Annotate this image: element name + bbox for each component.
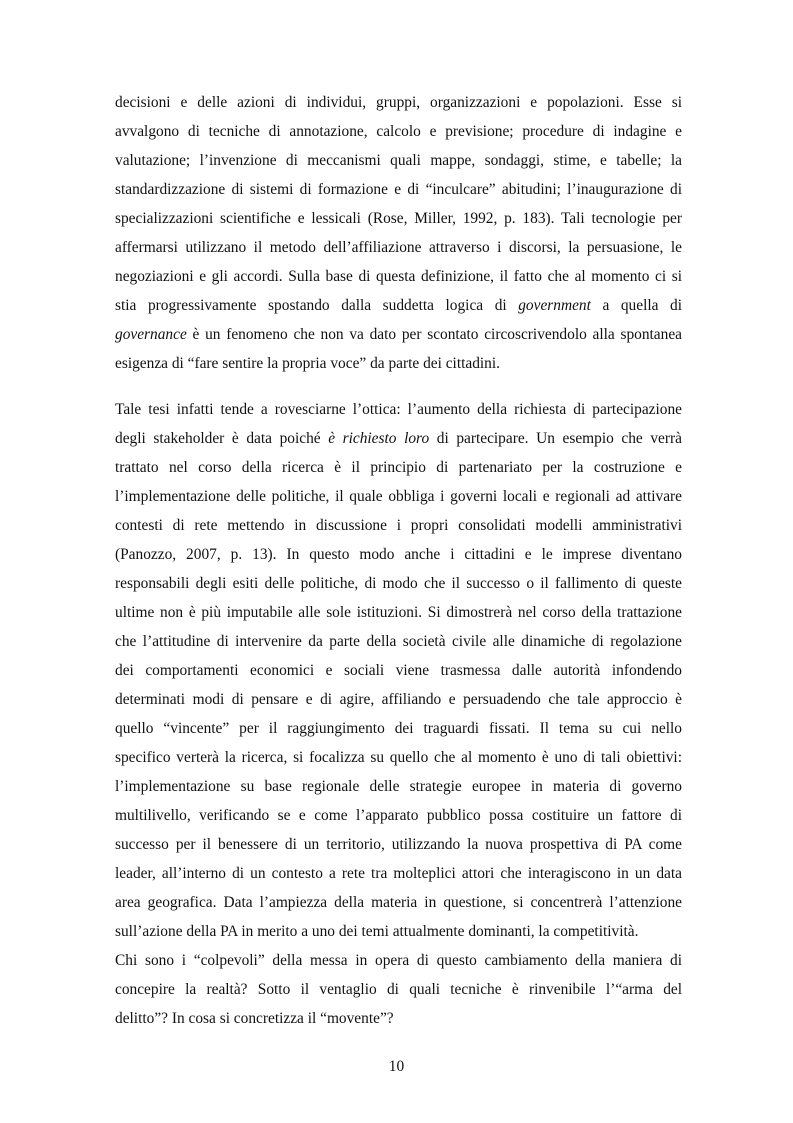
text-run: specifico verterà la ricerca, si focalizza su quello che al momento è uno di tali obiettivi: (115, 749, 682, 766)
text-run: standardizzazione di sistemi di formazione e di “inculcare” abitudini; l’inaugurazione di (115, 181, 682, 198)
text-line (115, 859, 682, 888)
text-line (115, 685, 682, 714)
text-run: (Panozzo, 2007, p. 13). In questo modo anche i cittadini e le imprese diventano (115, 546, 682, 563)
text-line (115, 453, 682, 482)
text-line (115, 569, 682, 598)
text-run: responsabili degli esiti delle politiche, di modo che il successo o il fallimento di queste (115, 575, 682, 592)
text-run: trattato nel corso della ricerca è il principio di partenariato per la costruzione e (115, 459, 682, 476)
text-run: leader, all’interno di un contesto a rete tra molteplici attori che interagiscono in un data (115, 865, 682, 882)
text-line (115, 204, 682, 233)
text-line (115, 117, 682, 146)
text-run: Tale tesi infatti tende a rovesciarne l’ottica: l’aumento della richiesta di partecipazione (115, 401, 682, 418)
page-number: 10 (388, 1058, 405, 1075)
text-line (115, 424, 682, 453)
text-line (115, 743, 682, 772)
text-line (115, 598, 682, 627)
body-paragraph-2 (115, 395, 682, 946)
text-run: a quella di (590, 297, 682, 314)
text-line (115, 627, 682, 656)
text-line (115, 917, 682, 946)
text-line (115, 88, 682, 117)
text-run: area geografica. Data l’ampiezza della materia in questione, si concentrerà l’attenzione (115, 894, 682, 911)
text-line (115, 233, 682, 262)
italic-term: government (518, 297, 591, 314)
text-run: avvalgono di tecniche di annotazione, calcolo e previsione; procedure di indagine e (115, 123, 682, 140)
text-run: contesti di rete mettendo in discussione i propri consolidati modelli amministrativi (115, 517, 682, 534)
text-line (115, 395, 682, 424)
text-run: sull’azione della PA in merito a uno dei temi attualmente dominanti, la competitività. (115, 923, 639, 940)
text-line (115, 175, 682, 204)
text-line (115, 349, 682, 378)
body-paragraph-3 (115, 946, 682, 1033)
text-run: decisioni e delle azioni di individui, gruppi, organizzazioni e popolazioni. Esse si (115, 94, 682, 111)
text-run: determinati modi di pensare e di agire, affiliando e persuadendo che tale approccio è (115, 691, 682, 708)
text-line (115, 975, 682, 1004)
body-paragraph-1 (115, 88, 682, 378)
text-run: ultime non è più imputabile alle sole istituzioni. Si dimostrerà nel corso della trattazione (115, 604, 682, 621)
text-run: esigenza di “fare sentire la propria voce” da parte dei cittadini. (115, 355, 500, 372)
text-run: degli stakeholder è data poiché (115, 430, 329, 447)
text-line (115, 146, 682, 175)
text-run: che l’attitudine di intervenire da parte della società civile alle dinamiche di regolazione (115, 633, 682, 650)
text-line (115, 714, 682, 743)
text-line (115, 482, 682, 511)
text-run: successo per il benessere di un territorio, utilizzando la nuova prospettiva di PA come (115, 836, 682, 853)
text-run: è un fenomeno che non va dato per scontato circoscrivendolo alla spontanea (186, 326, 682, 343)
text-line (115, 830, 682, 859)
text-run: concepire la realtà? Sotto il ventaglio di quali tecniche è rinvenibile l’“arma del (115, 981, 682, 998)
text-run: affermarsi utilizzano il metodo dell’affiliazione attraverso i discorsi, la persuasione, le (115, 239, 682, 256)
text-line (115, 291, 682, 320)
text-line (115, 511, 682, 540)
text-run: l’implementazione su base regionale delle strategie europee in materia di governo (115, 778, 682, 795)
text-run: di partecipare. Un esempio che verrà (429, 430, 682, 447)
italic-term: governance (115, 326, 187, 343)
text-run: quello “vincente” per il raggiungimento dei traguardi fissati. Il tema su cui nello (115, 720, 682, 737)
text-run: stia progressivamente spostando dalla suddetta logica di (115, 297, 519, 314)
text-line (115, 540, 682, 569)
text-line (115, 946, 682, 975)
italic-term: è richiesto loro (328, 430, 430, 447)
text-run: dei comportamenti economici e sociali viene trasmessa dalle autorità infondendo (115, 662, 682, 679)
text-line (115, 656, 682, 685)
text-run: delitto”? In cosa si concretizza il “movente”? (115, 1010, 394, 1027)
text-run: valutazione; l’invenzione di meccanismi quali mappe, sondaggi, stime, e tabelle; la (115, 152, 682, 169)
text-run: specializzazioni scientifiche e lessicali (Rose, Miller, 1992, p. 183). Tali tecnologie per (115, 210, 682, 227)
text-line (115, 1004, 682, 1033)
text-run: multilivello, verificando se e come l’apparato pubblico possa costituire un fattore di (115, 807, 682, 824)
text-line (115, 262, 682, 291)
text-run: Chi sono i “colpevoli” della messa in opera di questo cambiamento della maniera di (115, 952, 682, 969)
text-line (115, 772, 682, 801)
text-line (115, 888, 682, 917)
text-run: negoziazioni e gli accordi. Sulla base di questa definizione, il fatto che al momento ci si (115, 268, 682, 285)
text-line (115, 320, 682, 349)
text-line (115, 801, 682, 830)
text-run: l’implementazione delle politiche, il quale obbliga i governi locali e regionali ad attivare (115, 488, 682, 505)
